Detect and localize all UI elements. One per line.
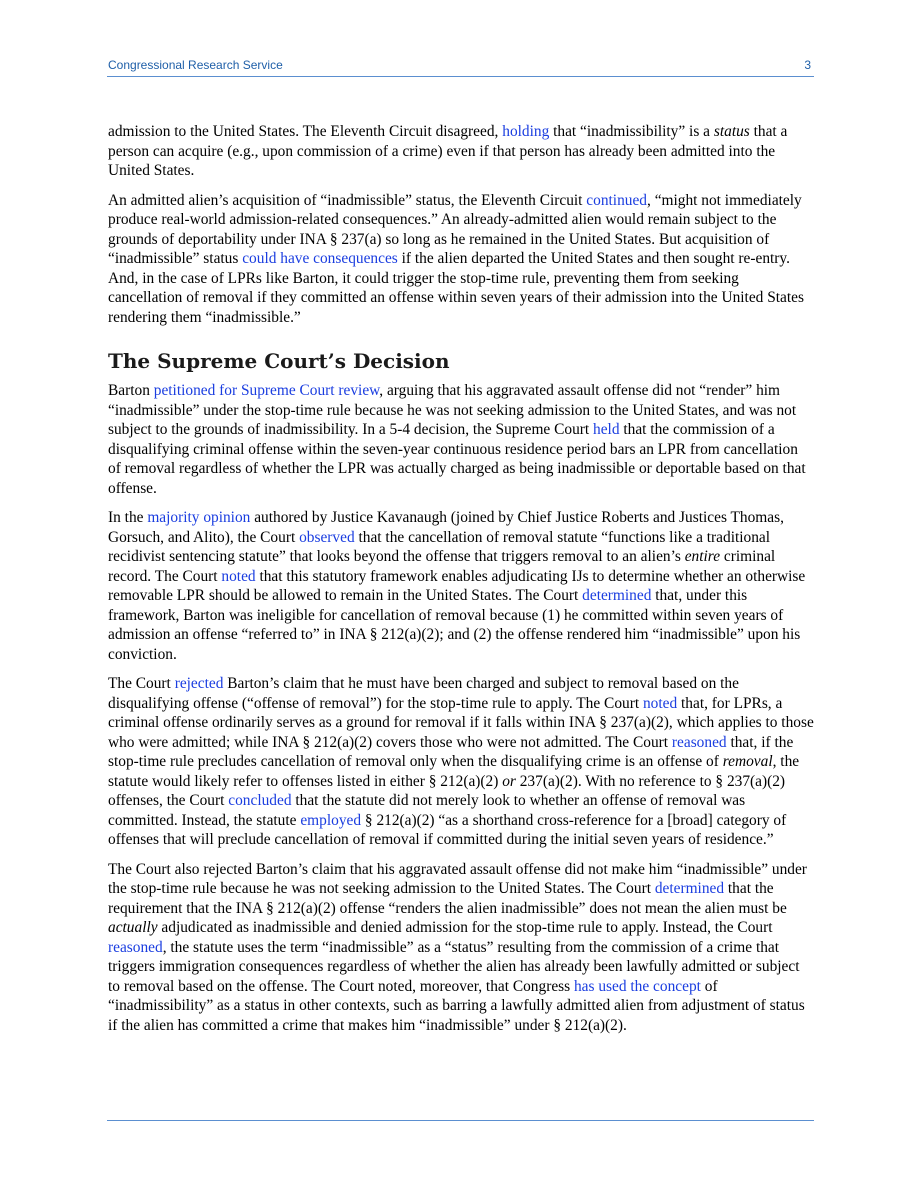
citation-link[interactable]: could have consequences (242, 250, 398, 267)
paragraph (108, 860, 814, 1036)
paragraph (108, 381, 814, 498)
page-header (107, 58, 814, 74)
paragraph-text: that the requirement that the INA § 212(a)(2) offense “renders the alien inadmissible” does not mean the alien must be (108, 880, 787, 917)
header-rule (107, 76, 814, 77)
citation-link[interactable]: reasoned (671, 733, 727, 751)
citation-link[interactable]: noted (221, 567, 256, 585)
emphasis-text: removal (722, 753, 773, 770)
paragraph-text: admission to the United States. The Eleventh Circuit disagreed, (108, 123, 503, 140)
paragraph-text: that this statutory framework enables adjudicating IJs to determine whether an otherwise removable LPR should be allowed to remain in the United States. The Court (108, 567, 806, 604)
citation-link[interactable]: continued (586, 191, 647, 209)
paragraph-text: Barton (108, 382, 154, 399)
paragraph-text: The Court (108, 675, 175, 692)
paragraph-text: § 212(a)(2) “as a shorthand cross-reference for a [broad] category of offenses that will preclude cancellation of removal if committed during the initial seven years of residence.” (108, 811, 787, 848)
footer-rule (107, 1120, 814, 1121)
citation-link[interactable]: majority opinion (147, 509, 251, 526)
citation-link[interactable]: determined (654, 880, 725, 897)
paragraph-text: In the (108, 509, 148, 526)
paragraph-text: Barton’s claim that he must have been charged and subject to removal based on the disqualifying offense (“offense of removal”) for the stop-time rule to apply. The Court (108, 675, 739, 712)
paragraph-text: that, under this framework, Barton was ineligible for cancellation of removal because (1) he committed within seven years of admission an offense “referred to” in INA § 212(a)(2); and (2) the offense rendered him “inadmissible” upon his conviction. (108, 587, 801, 663)
citation-link[interactable]: held (593, 421, 620, 438)
citation-link[interactable]: concluded (228, 792, 292, 809)
paragraph-text: that a person can acquire (e.g., upon commission of a crime) even if that person has already been admitted into the United States. (108, 123, 788, 179)
header-organization: Congressional Research Service (108, 58, 283, 72)
paragraph (108, 508, 814, 664)
paragraph-text: authored by Justice Kavanaugh (joined by Chief Justice Roberts and Justices Thomas, Gorsuch, and Alito), the Court (108, 509, 784, 546)
paragraph-text: if the alien departed the United States and then sought re-entry. And, in the case of LPRs like Barton, it could trigger the stop-time rule, preventing them from seeking cancellation of removal if they committed an offense within seven years of their admission into the United States rendering them “inadmissible.” (108, 250, 804, 326)
paragraph-text: that “inadmissibility” is a (549, 123, 714, 140)
paragraph-text: that the cancellation of removal statute “functions like a traditional recidivist sentencing statute” that looks beyond the offense that triggers removal to an alien’s (108, 528, 771, 565)
paragraph-text: , the statute would likely refer to offenses listed in either § 212(a)(2) (108, 753, 800, 790)
paragraph-text: , “might not immediately produce real-world admission-related consequences.” An already-admitted alien would remain subject to the grounds of deportability under INA § 237(a) so long as he remained in the United States. But acquisition of “inadmissible” status (108, 191, 802, 267)
paragraph (108, 191, 814, 328)
paragraph (108, 122, 814, 181)
emphasis-text: entire (684, 548, 721, 565)
emphasis-text: or (502, 772, 516, 790)
citation-link[interactable]: reasoned (108, 938, 163, 956)
paragraph-text: that, if the stop-time rule precludes cancellation of removal only when the disqualifying crime is an offense of (108, 733, 794, 770)
paragraph-text: that the commission of a disqualifying criminal offense within the seven-year continuous residence period bars an LPR from cancellation of removal regardless of whether the LPR was actually charged as being inadmissible or deportable based on that offense. (108, 421, 806, 497)
emphasis-text: status (713, 123, 750, 140)
section-heading: The Supreme Court’s Decision (108, 349, 450, 373)
paragraph (108, 674, 814, 850)
citation-link[interactable]: holding (502, 123, 550, 140)
paragraph-text: that, for LPRs, a criminal offense ordinarily serves as a ground for removal if it falls within INA § 237(a)(2), which applies to those who were admitted; while INA § 212(a)(2) covers those who were not admitted. The Court (108, 694, 814, 751)
page-number: 3 (804, 58, 811, 72)
paragraph-text: The Court also rejected Barton’s claim that his aggravated assault offense did not make him “inadmissible” under the stop-time rule because he was not seeking admission to the United States. The Court (108, 860, 807, 897)
paragraph-text: , the statute uses the term “inadmissible” as a “status” resulting from the commission of a crime that triggers immigration consequences regardless of whether the alien has already been lawfully admitted or subject to removal based on the offense. The Court noted, moreover, that Congress (108, 938, 800, 995)
paragraph-text: 237(a)(2). With no reference to § 237(a)(2) offenses, the Court (108, 772, 786, 809)
citation-link[interactable]: determined (582, 587, 652, 604)
document-body (108, 122, 814, 1045)
emphasis-text: actually (108, 919, 158, 936)
paragraph-text: An admitted alien’s acquisition of “inadmissible” status, the Eleventh Circuit (108, 191, 587, 209)
citation-link[interactable]: employed (300, 811, 362, 829)
paragraph-text: of “inadmissibility” as a status in other contexts, such as barring a lawfully admitted alien from adjustment of status if the alien has committed a crime that makes him “inadmissible” under § 212(a)(2). (108, 977, 805, 1034)
paragraph-text: that the statute did not merely look to whether an offense of removal was committed. Instead, the statute (108, 792, 746, 829)
citation-link[interactable]: noted (642, 694, 678, 712)
paragraph-text: adjudicated as inadmissible and denied admission for the stop-time rule to apply. Instead, the Court (157, 919, 773, 936)
citation-link[interactable]: observed (299, 528, 355, 546)
citation-link[interactable]: petitioned for Supreme Court review (153, 382, 380, 399)
paragraph-text: , arguing that his aggravated assault offense did not “render” him “inadmissible” under the stop-time rule because he was not seeking admission to the United States, and was not subject to the grounds of inadmissibility. In a 5-4 decision, the Supreme Court (108, 382, 797, 438)
citation-link[interactable]: has used the concept (573, 977, 701, 995)
citation-link[interactable]: rejected (174, 675, 224, 692)
paragraph-text: criminal record. The Court (108, 548, 776, 585)
